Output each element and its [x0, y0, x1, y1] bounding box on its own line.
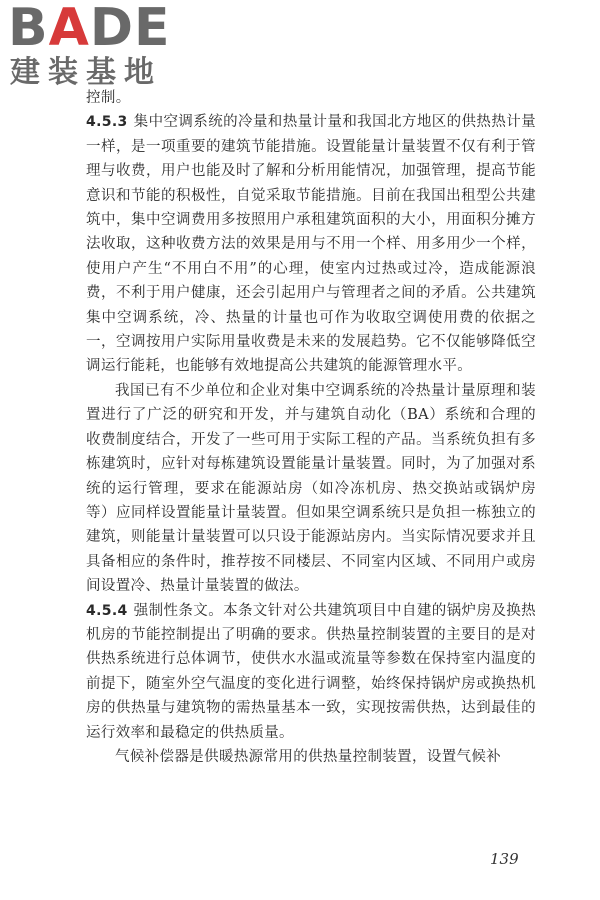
page-body: [86, 86, 536, 769]
paragraph-4-5-4-continued: 气候补偿器是供暖热源常用的供热量控制装置，设置气候补: [115, 748, 502, 765]
section-number: 4.5.3: [86, 114, 128, 131]
logo-wordmark: BADE: [8, 0, 171, 58]
section-number: 4.5.4: [86, 602, 128, 619]
section-4-5-4: [86, 599, 536, 745]
paragraph-4-5-3-continued: 我国已有不少单位和企业对集中空调系统的冷热量计量原理和装置进行了广泛的研究和开发，并与建筑自动化（BA）系统和合理的收费制度结合，开发了一些可用于实际工程的产品。当系统负担有多栋建筑时，应针对每栋建筑设置能量计量装置。同时，为了加强对系统的运行管理，要求在能源站房（如冷冻机房、热交换站或锅炉房等）应同样设置能量计量装置。但如果空调系统只是负担一栋独立的建筑，则能量计量装置可以只设于能源站房内。当实际情况要求并且具备相应的条件时，推荐按不同楼层、不同室内区域、不同用户或房间设置冷、热量计量装置的做法。: [86, 382, 536, 595]
section-4-5-3: [86, 110, 536, 378]
logo-subtitle: 建装基地: [10, 55, 162, 90]
section-text: 集中空调系统的冷量和热量计量和我国北方地区的供热热计量一样，是一项重要的建筑节能措施。设置能量计量装置不仅有利于管理与收费，用户也能及时了解和分析用能情况，加强管理，提高节能意识和节能的积极性，自觉采取节能措施。目前在我国出租型公共建筑中，集中空调费用多按照用户承租建筑面积的大小，用面积分摊方法收取，这种收费方法的效果是用与不用一个样、用多用少一个样，使用户产生“不用白不用”的心理，使室内过热或过冷，造成能源浪费，不利于用户健康，还会引起用户与管理者之间的矛盾。公共建筑集中空调系统，冷、热量的计量也可作为收取空调使用费的依据之一，空调按用户实际用量收费是未来的发展趋势。它不仅能够降低空调运行能耗，也能够有效地提高公共建筑的能源管理水平。: [86, 114, 536, 375]
paragraph-continuation: 控制。: [86, 90, 131, 106]
bade-logo-watermark: [8, 0, 178, 96]
page-number: 139: [490, 850, 519, 868]
section-text: 强制性条文。本条文针对公共建筑项目中自建的锅炉房及换热机房的节能控制提出了明确的要求。供热量控制装置的主要目的是对供热系统进行总体调节，使供水水温或流量等参数在保持室内温度的前提下，随室外空气温度的变化进行调整，始终保持锅炉房或换热机房的供热量与建筑物的需热量基本一致，实现按需供热，达到最佳的运行效率和最稳定的供热质量。: [86, 602, 536, 741]
